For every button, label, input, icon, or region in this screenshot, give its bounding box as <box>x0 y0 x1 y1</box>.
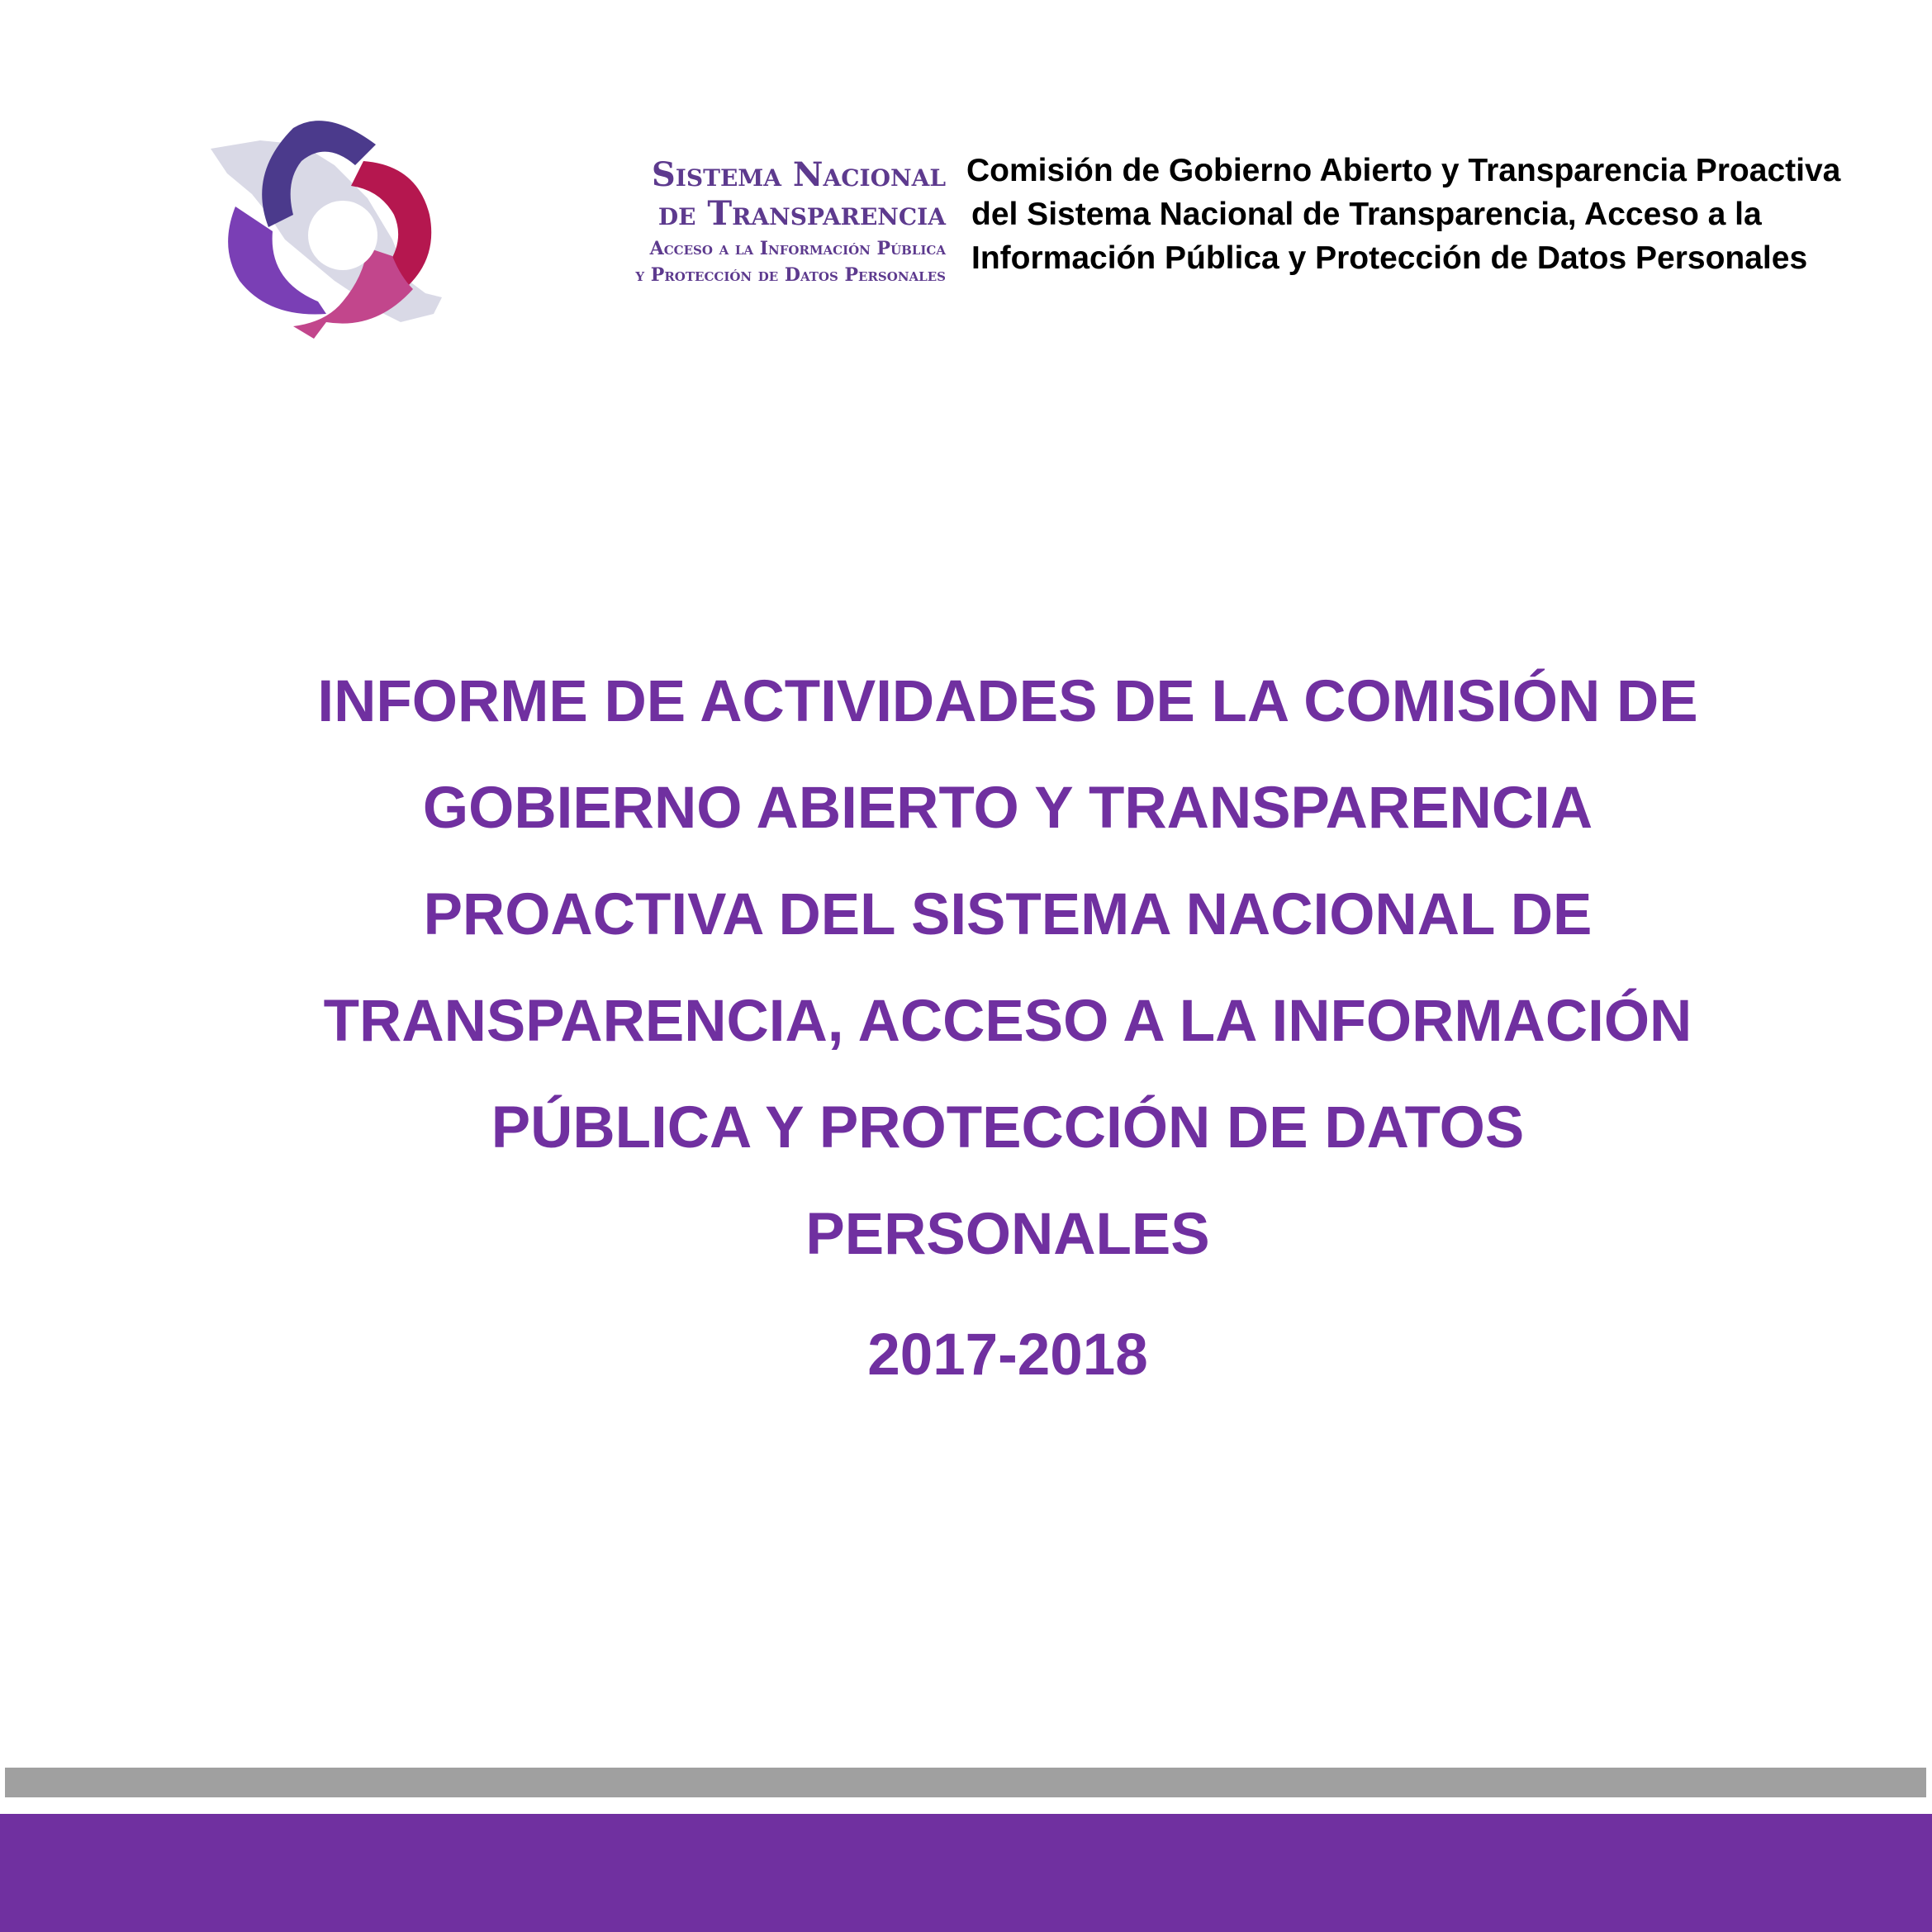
sistema-nacional-logo <box>202 116 946 343</box>
title-line: PÚBLICA Y PROTECCIÓN DE DATOS <box>491 1095 1525 1161</box>
snt-emblem-icon <box>202 116 450 343</box>
header-line: Información Pública y Protección de Datos Personales <box>971 240 1808 276</box>
footer-purple-band <box>0 1814 1932 1932</box>
footer-gray-divider <box>5 1768 1926 1797</box>
logo-title-line2: de Transparencia <box>657 194 946 233</box>
report-title <box>248 648 1768 1288</box>
title-line: PERSONALES <box>805 1202 1210 1267</box>
report-year: 2017-2018 <box>867 1322 1148 1388</box>
logo-subtitle-line1: Acceso a la Información Pública <box>649 238 946 259</box>
logo-subtitle-line2: y Protección de Datos Personales <box>635 264 946 286</box>
header-line: del Sistema Nacional de Transparencia, Acceso a la <box>971 197 1762 232</box>
title-line: PROACTIVA DEL SISTEMA NACIONAL DE <box>423 882 1593 947</box>
title-line: TRANSPARENCIA, ACCESO A LA INFORMACIÓN <box>323 989 1692 1054</box>
commission-header <box>966 149 1842 280</box>
title-line: INFORME DE ACTIVIDADES DE LA COMISIÓN DE <box>317 669 1698 734</box>
logo-title-line1: Sistema Nacional <box>651 155 946 194</box>
title-line: GOBIERNO ABIERTO Y TRANSPARENCIA <box>422 776 1593 841</box>
header-line: Comisión de Gobierno Abierto y Transparencia Proactiva <box>966 153 1841 188</box>
